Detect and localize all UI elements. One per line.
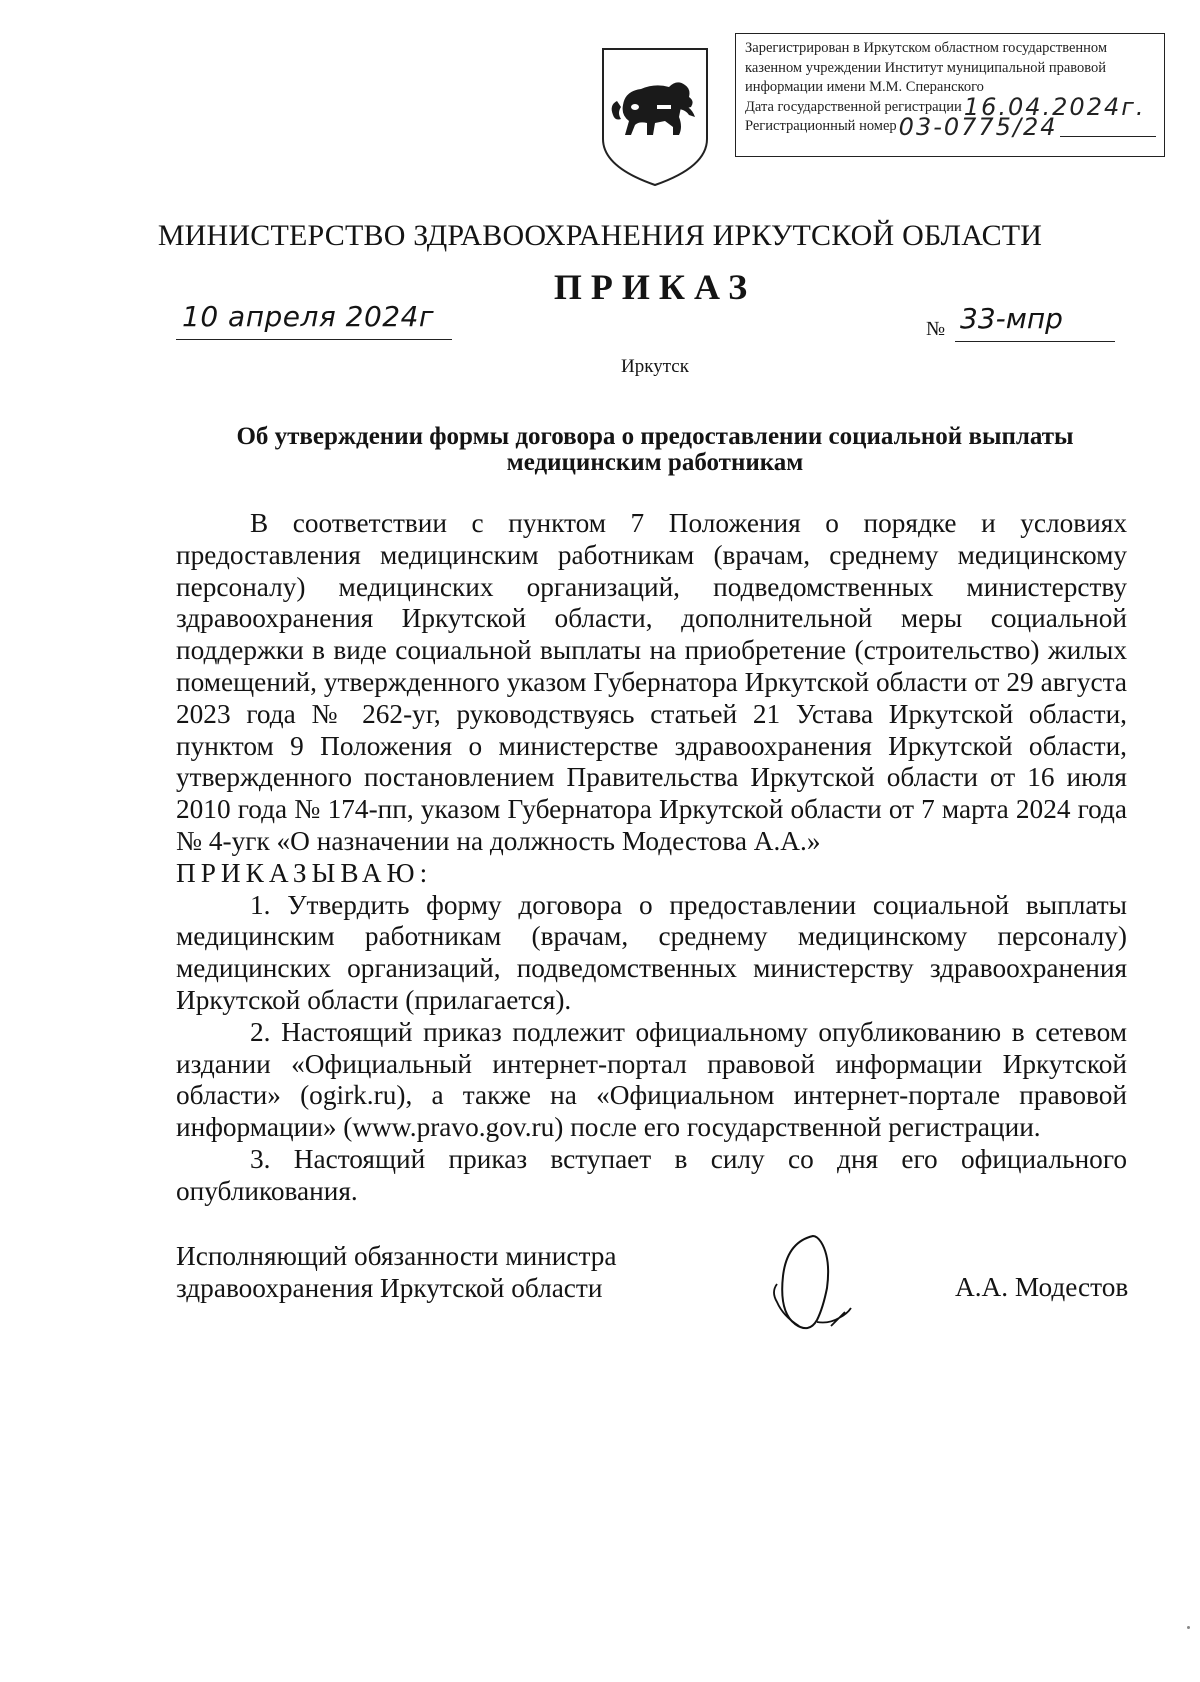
order-item: 3. Настоящий приказ вступает в силу со дня его официального опубликования.: [176, 1143, 1127, 1206]
order-number: 33-мпр: [960, 302, 1063, 335]
registration-stamp: [735, 33, 1165, 157]
order-item: 2. Настоящий приказ подлежит официальному опубликованию в сетевом издании «Официальный интернет-портал правовой информации Иркутской области» (ogirk.ru), а также на «Официальном интернет-портале правовой информации» (www.pravo.gov.ru) после его государственной регистрации.: [176, 1016, 1127, 1143]
stamp-date-value: 16.04.2024г.: [963, 93, 1146, 121]
handwritten-signature: [765, 1228, 865, 1338]
ministry-name: МИНИСТЕРСТВО ЗДРАВООХРАНЕНИЯ ИРКУТСКОЙ ОБЛАСТИ: [157, 219, 1043, 252]
signatory-position: [176, 1240, 617, 1304]
signatory-position-line: Исполняющий обязанности министра: [176, 1241, 617, 1271]
signatory-position-line: здравоохранения Иркутской области: [176, 1273, 603, 1303]
number-underline: [955, 341, 1115, 342]
stamp-number-value: 03-0775/24: [898, 112, 1058, 141]
order-word: ПРИКАЗЫВАЮ:: [176, 857, 433, 888]
stamp-line: Зарегистрирован в Иркутском областном государственном: [745, 40, 1108, 56]
document-title: Об утверждении формы договора о предоставлении социальной выплаты медицинским работникам: [236, 423, 1074, 476]
document-body: [176, 508, 1127, 1208]
stamp-line: информации имени М.М. Сперанского: [745, 79, 984, 95]
scan-speck: [1187, 1626, 1190, 1629]
signatory-name: А.А. Модестов: [955, 1272, 1129, 1302]
city-name: Иркутск: [621, 356, 689, 377]
stamp-line: казенном учреждении Институт муниципальной правовой: [745, 59, 1107, 76]
coat-of-arms-emblem: [595, 43, 715, 191]
stamp-underline: [1060, 135, 1156, 137]
number-sign: №: [926, 318, 946, 340]
document-type: ПРИКАЗ: [553, 267, 757, 307]
order-item: 1. Утвердить форму договора о предоставлении социальной выплаты медицинским работникам (врачам, среднему медицинскому персоналу) медицинских организаций, подведомственных министерству здравоохранения Иркутской области (прилагается).: [176, 889, 1127, 1015]
stamp-number-label: Регистрационный номер: [745, 118, 897, 134]
order-date: 10 апреля 2024г: [182, 300, 435, 333]
date-underline: [176, 339, 452, 340]
stamp-registration-number: [745, 112, 1156, 141]
preamble-paragraph: В соответствии с пунктом 7 Положения о порядке и условиях предоставления медицинским работникам (врачам, среднему медицинскому персоналу) медицинских организаций, подведомственных министерству здравоохранения Иркутской области, дополнительной меры социальной поддержки в виде социальной выплаты на приобретение (строительство) жилых помещений, утвержденного указом Губернатора Иркутской области от 29 августа 2023 года № 262-уг, руководствуясь статьей 21 Устава Иркутской области, пунктом 9 Положения о министерстве здравоохранения Иркутской области, утвержденного постановлением Правительства Иркутской области от 16 июля 2010 года № 174-пп, указом Губернатора Иркутской области от 7 марта 2024 года № 4-угк «О назначении на должность Модестова А.А.»: [176, 508, 1127, 856]
stamp-date-label: Дата государственной регистрации: [745, 98, 962, 115]
